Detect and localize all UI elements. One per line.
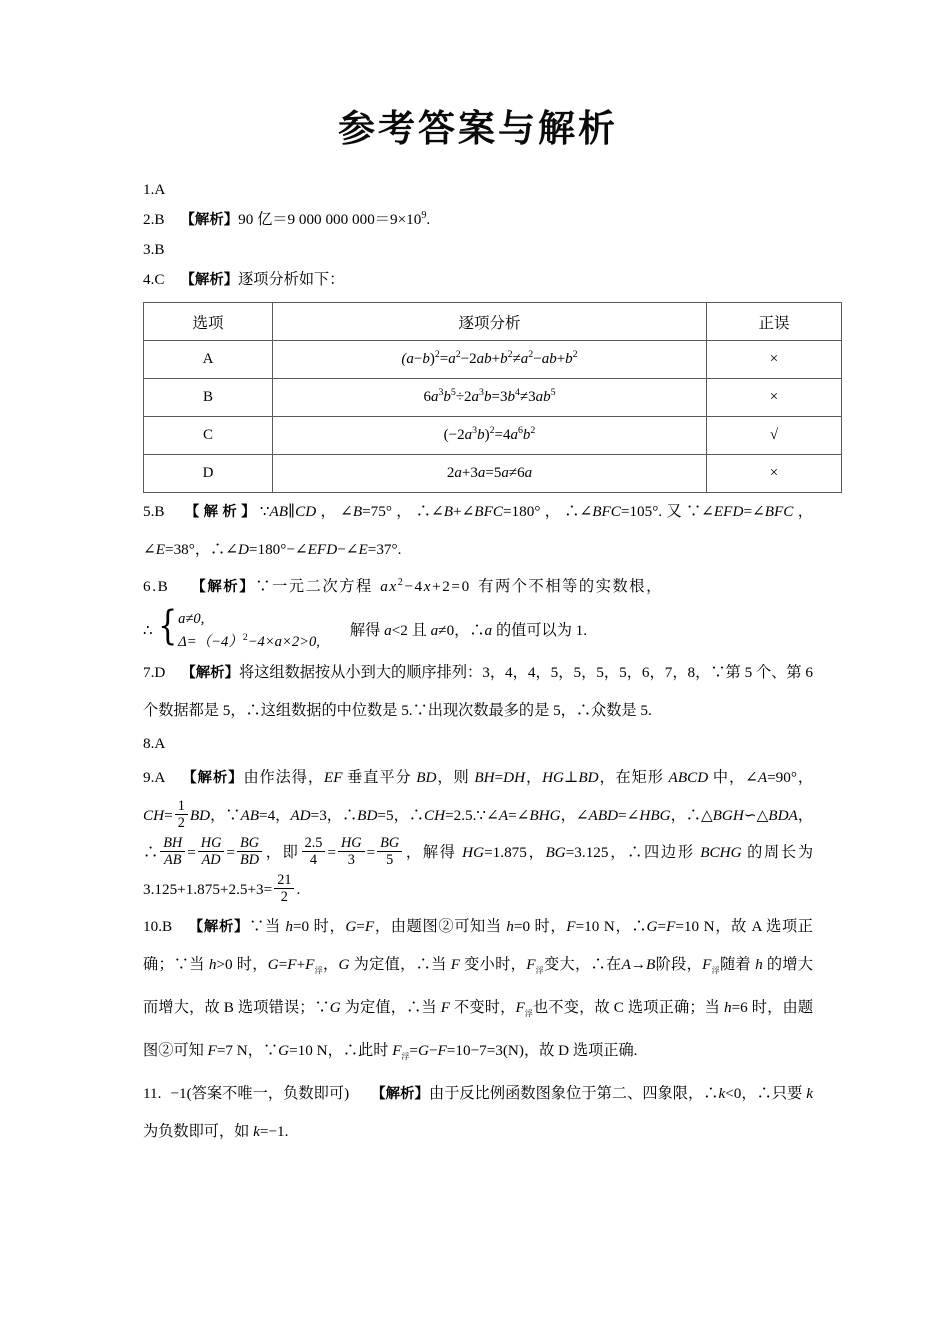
math-var: A <box>621 956 631 973</box>
math-var: F <box>364 918 375 935</box>
math-text: =6 时，由题图②可知 <box>143 999 814 1060</box>
math-text: = <box>409 1042 418 1060</box>
answer-item-7 <box>143 654 813 729</box>
math-text: =10− <box>446 1042 480 1060</box>
answer-exponent-2: 9 <box>421 209 427 221</box>
math-var: k <box>806 1085 813 1103</box>
math-var: AD <box>290 807 311 824</box>
left-brace-icon: { <box>157 603 177 649</box>
answer-choice-1: A <box>154 181 166 198</box>
math-var: G <box>646 918 658 935</box>
math-text: =7 N，∵ <box>216 1042 279 1060</box>
math-var: A <box>498 807 509 824</box>
math-var: ABD <box>588 807 619 824</box>
answer-choice-3: B <box>154 241 165 258</box>
answer-item-3 <box>143 235 813 265</box>
fraction-denominator: 3 <box>338 851 365 868</box>
math-text: = <box>226 844 235 861</box>
math-var: G <box>278 1042 290 1060</box>
math-var: HG <box>462 844 485 861</box>
math-text: =0 时， <box>513 918 567 935</box>
math-text: 为负数即可，如 <box>143 1123 254 1141</box>
math-text: 的值可以为 1. <box>492 622 588 639</box>
math-var: BH <box>474 769 495 786</box>
answer-number-7: 7. <box>143 664 155 681</box>
math-text: ，解得 <box>404 844 463 861</box>
system-row-2 <box>178 631 320 654</box>
math-var: CH <box>423 807 446 824</box>
answer-body-4: 逐项分析如下： <box>238 271 345 288</box>
math-var: AB <box>269 503 289 520</box>
answer-item-5 <box>143 493 813 568</box>
math-subscript-buoyancy: 浮 <box>401 1052 410 1062</box>
table-header-analysis: 逐项分析 <box>273 303 707 341</box>
math-text: ∵当 <box>249 918 286 935</box>
fraction-denominator: 2 <box>274 888 294 905</box>
math-subscript-buoyancy: 浮 <box>535 966 545 976</box>
table-row <box>144 341 842 379</box>
fraction-one-half <box>175 798 188 831</box>
math-var: BDA <box>768 807 798 824</box>
analysis-label-9: 【解析】 <box>181 770 244 786</box>
analysis-label-7: 【解析】 <box>181 665 239 681</box>
table-row <box>144 379 842 417</box>
fraction-denominator: 4 <box>302 851 326 868</box>
fraction-denominator: BD <box>237 851 262 868</box>
math-text: +2=0 有两个不相等的实数根， <box>432 578 663 595</box>
math-text: <2 且 <box>391 622 431 639</box>
math-var: E <box>358 541 368 558</box>
answer-item-11 <box>143 1075 813 1150</box>
analysis-label-11: 【解析】 <box>371 1086 429 1103</box>
fraction-hg-3 <box>338 835 365 868</box>
math-text: 的周长为 3.125+1.875+2.5+3= <box>143 844 814 898</box>
math-var: G <box>417 1042 429 1060</box>
fraction-denominator: AB <box>160 851 185 868</box>
math-text: ，∴ <box>143 807 814 861</box>
answer-choice-9: A <box>154 769 166 786</box>
math-exponent: 2 <box>242 632 248 644</box>
math-text: =180°−∠ <box>248 541 308 558</box>
analysis-table <box>143 302 842 493</box>
math-text: ， <box>525 769 543 786</box>
math-text: 垂直平分 <box>342 769 417 786</box>
table-row <box>144 417 842 455</box>
math-text: >0 时， <box>216 956 268 973</box>
math-text: ，∠ <box>316 503 353 520</box>
fraction-21-2 <box>274 872 294 905</box>
equation-system <box>155 603 320 654</box>
math-text: 解得 <box>349 622 385 639</box>
math-var: BFC <box>474 503 503 520</box>
math-var: a <box>384 622 392 639</box>
math-var: F <box>392 1042 402 1060</box>
answer-number-10: 10. <box>143 918 162 935</box>
math-var: BCHG <box>700 844 742 861</box>
math-text: =1.875， <box>484 844 546 861</box>
fraction-numerator: HG <box>200 835 222 852</box>
math-text: =75°，∴∠ <box>362 503 444 520</box>
math-text: 的增大而增大，故 B 选项错误；∵ <box>143 956 814 1017</box>
fraction-bg-bd <box>237 835 262 868</box>
math-var: F <box>437 1042 447 1060</box>
math-text: 变小时， <box>460 956 527 973</box>
arrow-icon: → <box>630 956 647 973</box>
math-text: <0， <box>725 1085 757 1103</box>
math-text: ，在矩形 <box>598 769 669 786</box>
table-cell-option: C <box>144 417 273 455</box>
answer-choice-10: B <box>161 918 173 935</box>
math-text: 随着 <box>720 956 756 973</box>
answer-choice-2: B <box>154 211 165 228</box>
answer-number-6: 6. <box>143 578 158 595</box>
math-var: CD <box>295 503 317 520</box>
math-text: ∴只要 <box>756 1085 807 1103</box>
math-condition-1: a≠0, <box>178 611 205 627</box>
math-text: 为定值，∴当 <box>340 999 441 1017</box>
math-var: CH <box>143 807 165 824</box>
answer-number-11: 11. <box>143 1085 162 1103</box>
math-var: BD <box>189 807 211 824</box>
math-var: h <box>285 918 293 935</box>
answer-item-6 <box>143 568 813 606</box>
math-text: = <box>657 918 667 935</box>
math-var: G <box>338 956 350 973</box>
fraction-denominator: AD <box>198 851 225 868</box>
answer-item-4 <box>143 265 813 295</box>
math-var: h <box>506 918 514 935</box>
math-var: h <box>724 999 732 1017</box>
math-text: ，∠ <box>143 503 813 558</box>
math-var: F <box>440 999 451 1017</box>
table-header-option: 选项 <box>144 303 273 341</box>
answer-item-10 <box>143 908 813 1075</box>
fraction-numerator: BG <box>380 835 400 852</box>
math-var: k <box>253 1123 260 1141</box>
math-text: = <box>164 807 173 824</box>
answer-body-7: 将这组数据按从小到大的顺序排列：3，4，4，5，5，5，5，6，7，8，∵第 5 个、第 6 个数据都是 5，∴这组数据的中位数是 5.∵出现次数最多的是 5，∴众数是 5. <box>143 664 813 719</box>
fraction-hg-ad <box>198 835 225 868</box>
math-text: = <box>187 844 196 861</box>
math-text: =3，∴ <box>310 807 358 824</box>
system-row-1 <box>178 608 320 631</box>
math-text: 也不变， <box>533 999 595 1017</box>
math-var: B <box>646 956 656 973</box>
math-var: EF <box>323 769 343 786</box>
math-var: HG <box>542 769 565 786</box>
answer-item-2 <box>143 205 813 235</box>
math-text: =3.125，∴四边形 <box>565 844 701 861</box>
math-var: BGH <box>712 807 744 824</box>
math-text: =37°. <box>367 541 402 558</box>
analysis-label-5: 【解析】 <box>180 504 260 520</box>
math-text: ，由题图②可知当 <box>374 918 507 935</box>
math-text: =10 N，∴此时 <box>289 1042 393 1060</box>
answer-value-11: −1(答案不唯一，负数即可) <box>170 1085 350 1103</box>
math-var: BFC <box>764 503 794 520</box>
answer-period-2: . <box>426 211 431 228</box>
answer-choice-6: B <box>157 578 170 595</box>
math-text: =90°， <box>767 769 814 786</box>
math-text: =105°.又∵∠ <box>620 503 714 520</box>
analysis-label-4: 【解析】 <box>180 272 239 288</box>
answer-choice-4: C <box>154 271 165 288</box>
math-text: ， <box>322 956 339 973</box>
triangle-symbol: △ <box>756 807 769 824</box>
math-text: ∥ <box>288 503 296 520</box>
math-text: 故 A 选项正确；∵当 <box>143 918 813 973</box>
math-text: 为定值，∴当 <box>349 956 451 973</box>
math-var: F <box>566 918 576 935</box>
math-var: F <box>515 999 525 1017</box>
table-cell-verdict: × <box>707 379 842 417</box>
fraction-denominator: 5 <box>377 851 402 868</box>
table-header-verdict: 正误 <box>707 303 842 341</box>
math-text: 由作法得， <box>243 769 324 786</box>
answer-item-6-system <box>143 603 813 654</box>
math-text: −4 <box>404 578 424 595</box>
math-var: F <box>666 918 676 935</box>
answer-choice-7: D <box>154 664 166 681</box>
page-title: 参考答案与解析 <box>338 107 618 150</box>
analysis-table-wrapper <box>143 302 813 493</box>
math-var: DH <box>503 769 526 786</box>
analysis-label-6: 【解析】 <box>191 579 256 595</box>
math-text: −∠ <box>337 541 359 558</box>
table-cell-analysis: $(a-b)^2=a^2-2ab+b^2\ne a^2-ab+b^2$ <box>273 341 707 379</box>
math-subscript-buoyancy: 浮 <box>314 966 323 976</box>
math-text: ∵一元二次方程 <box>255 578 381 595</box>
math-text: = <box>356 918 365 935</box>
math-text: + <box>296 956 306 973</box>
math-var: G <box>345 918 357 935</box>
math-var: D <box>237 541 249 558</box>
table-cell-option: D <box>144 455 273 493</box>
math-text: 不变时， <box>450 999 516 1017</box>
math-var: BD <box>416 769 437 786</box>
math-var: BD <box>357 807 378 824</box>
math-text: =180°，∴∠ <box>502 503 593 520</box>
math-var: h <box>208 956 217 973</box>
math-var: BHG <box>529 807 561 824</box>
math-var: AB <box>240 807 260 824</box>
math-var: A <box>757 769 768 786</box>
math-text: =∠ <box>618 807 640 824</box>
math-text: 中， <box>708 769 746 786</box>
math-var: BFC <box>592 503 621 520</box>
table-header-row <box>144 303 842 341</box>
math-var: F <box>305 956 315 973</box>
answer-body-10-last: 7=3(N)，故 D 选项正确. <box>479 1042 638 1060</box>
answer-item-1 <box>143 175 813 205</box>
table-cell-analysis: 2a+3a=5a≠6a <box>273 455 707 493</box>
math-var: x <box>423 578 433 595</box>
table-cell-option: A <box>144 341 273 379</box>
math-var: a <box>484 622 493 639</box>
answer-choice-8: A <box>154 735 166 752</box>
answer-choice-5: B <box>154 503 165 520</box>
math-text: ，即 <box>264 844 300 861</box>
fraction-numerator: 2.5 <box>304 835 323 852</box>
math-text: =10 N， <box>675 918 732 935</box>
math-discriminant-pre: Δ=（−4） <box>178 634 243 650</box>
math-var: B <box>352 503 363 520</box>
math-text: ∵ <box>259 503 270 520</box>
answer-number-3: 3. <box>143 241 155 258</box>
math-text: . <box>296 881 301 898</box>
table-cell-verdict: √ <box>707 417 842 455</box>
math-text: ⊥ <box>564 769 579 786</box>
answer-unit-yi: 亿 <box>257 211 273 228</box>
table-cell-analysis: $(-2a^3b)^2=4a^6b^2$ <box>273 417 707 455</box>
math-subscript-buoyancy: 浮 <box>524 1009 533 1019</box>
analysis-label-2: 【解析】 <box>180 212 239 228</box>
math-var: BD <box>578 769 599 786</box>
answer-item-8 <box>143 729 813 759</box>
math-exponent: 2 <box>397 576 405 588</box>
math-var: EFD <box>307 541 338 558</box>
math-text: =38°，∴∠ <box>165 541 238 558</box>
math-var: F <box>450 956 461 973</box>
math-var: k <box>718 1085 726 1103</box>
math-text: ，∠ <box>560 807 589 824</box>
math-text: =∠ <box>508 807 530 824</box>
math-text: ，∵ <box>210 807 241 824</box>
math-text: = <box>366 844 376 861</box>
analysis-label-10: 【解析】 <box>188 919 250 935</box>
math-var: F <box>207 1042 217 1060</box>
math-text: = <box>278 956 288 973</box>
math-text: − <box>428 1042 438 1060</box>
answer-number-2: 2. <box>143 211 155 228</box>
math-text: 阶段， <box>655 956 703 973</box>
math-var: E <box>155 541 166 558</box>
math-text: +∠ <box>453 503 475 520</box>
math-var: ax <box>380 578 398 595</box>
math-var: HBG <box>639 807 671 824</box>
answer-number-8: 8. <box>143 735 155 752</box>
math-var: G <box>329 999 341 1017</box>
fraction-numerator: BG <box>239 835 260 852</box>
math-text: 变大，∴在 <box>544 956 622 973</box>
fraction-numerator: BH <box>163 835 183 852</box>
math-text: 由于反比例函数图象位于第二、四象限，∴ <box>428 1085 719 1103</box>
math-var: F <box>702 956 712 973</box>
math-text: = <box>327 844 336 861</box>
math-text: 故 C 选项正确；当 <box>594 999 725 1017</box>
fraction-numerator: 1 <box>177 798 185 815</box>
fraction-25-4 <box>302 835 326 868</box>
answer-number-9: 9. <box>143 769 155 786</box>
fraction-numerator: HG <box>340 835 362 852</box>
answer-number-1: 1. <box>143 181 155 198</box>
math-subscript-buoyancy: 浮 <box>711 966 720 976</box>
math-text: =2.5.∵∠ <box>445 807 499 824</box>
answer-item-9 <box>143 759 813 908</box>
math-var: G <box>267 956 279 973</box>
answer-body-2-b: ＝9 000 000 000＝9×10 <box>272 211 422 228</box>
math-var: ABCD <box>668 769 709 786</box>
math-text: =10 N，∴ <box>575 918 647 935</box>
table-cell-analysis: $6a^3b^5\div 2a^3b=3b^4\ne 3ab^5$ <box>273 379 707 417</box>
math-var: EFD <box>713 503 744 520</box>
math-var: F <box>526 956 536 973</box>
math-text: =4， <box>259 807 291 824</box>
math-text: =0 时， <box>292 918 346 935</box>
answer-number-5: 5. <box>143 503 155 520</box>
math-var: B <box>443 503 453 520</box>
math-text: =5，∴ <box>377 807 424 824</box>
math-var: a <box>430 622 439 639</box>
math-text: =−1. <box>259 1123 289 1141</box>
table-cell-option: B <box>144 379 273 417</box>
math-var: h <box>755 956 763 973</box>
math-text: ，则 <box>436 769 475 786</box>
math-text: ，∴△ <box>670 807 713 824</box>
math-text: =∠ <box>743 503 765 520</box>
table-row <box>144 455 842 493</box>
similar-symbol: ∽ <box>743 807 757 824</box>
table-cell-verdict: × <box>707 341 842 379</box>
therefore-symbol: ∴ <box>143 622 153 639</box>
system-rows <box>178 608 320 654</box>
fraction-bh-ab <box>160 835 185 868</box>
fraction-bg-5 <box>377 835 402 868</box>
math-var: BG <box>545 844 566 861</box>
math-var: F <box>287 956 297 973</box>
answer-item-6-tail <box>350 618 587 644</box>
math-text: = <box>494 769 504 786</box>
answer-number-4: 4. <box>143 271 155 288</box>
fraction-denominator: 2 <box>175 814 188 831</box>
fraction-numerator: 21 <box>277 872 292 889</box>
math-discriminant-post: −4×a×2>0, <box>247 634 320 650</box>
answer-body-2-a: 90 <box>238 211 258 228</box>
math-text: ∠ <box>745 769 758 786</box>
table-cell-verdict: × <box>707 455 842 493</box>
math-text: ≠0，∴ <box>438 622 485 639</box>
